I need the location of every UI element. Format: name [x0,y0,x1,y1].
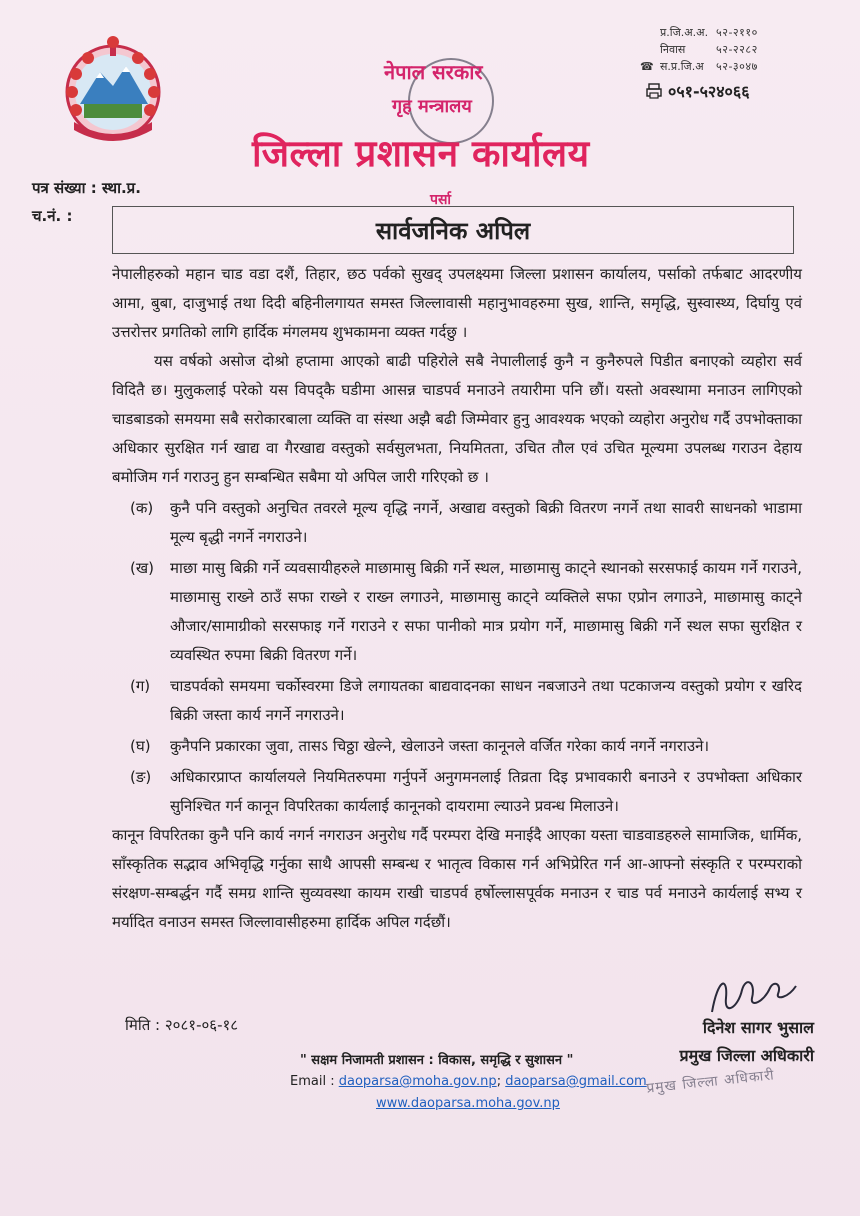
item-marker: (ङ) [130,768,152,786]
signer-block [664,1014,814,1070]
office-name: जिल्ला प्रशासन कार्यालय [252,131,590,175]
signer-name: दिनेश सागर भुसाल [702,1018,814,1037]
contact-value: ५२-२११० [716,26,758,39]
email-separator: ; [496,1074,502,1089]
email-link-1[interactable]: daoparsa@moha.gov.np [338,1074,497,1089]
fax-value: ०५१-५२४०६६ [668,82,750,101]
contact-label: निवास [660,43,686,56]
dispatch-number: च.नं. : [32,207,73,225]
phone-icon: ☎ [640,60,654,73]
website-link[interactable]: www.daoparsa.moha.gov.np [376,1096,560,1111]
contact-row [640,24,840,41]
item-marker: (ग) [130,677,151,695]
list-item [130,732,802,761]
email-link-2[interactable]: daoparsa@gmail.com [505,1074,647,1089]
contact-row [640,58,840,75]
list-item [130,554,802,670]
letter-date: मिति : २०८१-०६-१८ [125,1016,239,1034]
page-title: सार्वजनिक अपिल [375,215,531,245]
paragraph-appeal: यस वर्षको असोज दोश्रो हप्तामा आएको बाढी पहिरोले सबै नेपालीलाई कुनै न कुनैरुपले पिडीत बनाएको व्यहोरा सर्व विदितै छ। मुलुकलाई परेको यस विपद्‌कै घडीमा आसन्न चाडपर्व मनाउने तयारीमा पनि छौं। यस्तो अवस्थामा मनाउन लागिएको चाडबाडको समयमा सबै सरोकारबाला व्यक्ति वा संस्था अझै बढी जिम्मेवार हुनु आवश्यक भएको व्यहोरा अनुरोध गर्दै उपभोक्ताका अधिकार सुरक्षित गर्न खाद्य वा गैरखाद्य वस्तुको सर्वसुलभता, नियमितता, उचित तौल एवं उचित मूल्यमा उपलब्ध गराउन देहाय बमोजिम गर्न गराउनु हुन सम्बन्धित सबैमा यो अपिल जारी गरिएको छ । [112,352,802,486]
list-item [130,672,802,730]
item-marker: (ख) [130,559,154,577]
item-text: माछा मासु बिक्री गर्ने व्यवसायीहरुले माछामासु बिक्री गर्ने स्थल, माछामासु काट्ने स्थानको सरसफाई कायम गर्ने गराउने, माछामासु राख्ने ठाउँ सफा राख्ने र राख्न लगाउने, माछामासु काट्ने व्यक्तिले सफा एप्रोन लगाउने, माछामासु काट्ने औजार/सामाग्रीको सरसफाइ गर्ने गराउने र सफा पानीको मात्र प्रयोग गर्ने, माछामासु बिक्री गर्ने स्थल सफा सुरक्षित र व्यवस्थित रुपमा बिक्री वितरण गर्ने। [170,559,802,664]
reference-number: पत्र संख्या : स्था.प्र. [32,179,141,197]
email-label: Email : [290,1074,335,1089]
contact-label: स.प्र.जि.अ [660,60,704,73]
fax-icon [646,83,662,99]
item-text: अधिकारप्राप्त कार्यालयले नियमितरुपमा गर्नुपर्ने अनुगमनलाई तिव्रता दिइ प्रभावकारी बनाउने र उपभोक्ता अधिकार सुनिश्चित गर्न कानून विपरितका कार्यलाई कानूनको दायरामा ल्याउने प्रवन्ध मिलाउने। [170,768,802,815]
item-marker: (घ) [130,737,151,755]
contact-value: ५२-३०४७ [716,60,758,73]
contact-value: ५२-२२८२ [716,43,758,56]
ministry-name: गृह मन्त्रालय [392,96,472,117]
item-text: कुनैपनि प्रकारका जुवा, तासऽ चिठ्ठा खेल्ने, खेलाउने जस्ता कानूनले वर्जित गरेका कार्य नगर्ने नगराउने। [170,737,710,755]
paragraph-greeting: नेपालीहरुको महान चाड वडा दशैं, तिहार, छठ पर्वको सुखद् उपलक्ष्यमा जिल्ला प्रशासन कार्यालय, पर्साको तर्फबाट आदरणीय आमा, बुबा, दाजुभाई तथा दिदी बहिनीलगायत समस्त जिल्लावासी महानुभावहरुमा सुख, शान्ति, समृद्धि, सुस्वास्थ्य, दिर्घायु एवं उत्तरोत्तर प्रगतिको लागि हार्दिक मंगलमय शुभकामना व्यक्त गर्दछु । [112,265,802,341]
designation-stamp: प्रमुख जिल्ला अधिकारी [645,1067,776,1097]
footer-email [290,1074,647,1089]
title-box [112,206,794,254]
signer-designation: प्रमुख जिल्ला अधिकारी [679,1046,814,1065]
contact-row [640,41,840,58]
item-marker: (क) [130,499,154,517]
contact-numbers [640,24,840,75]
district-name: पर्सा [430,192,452,208]
fax-number [646,80,750,102]
government-name: नेपाल सरकार [384,60,483,84]
paragraph-closing: कानून विपरितका कुनै पनि कार्य नगर्न नगराउन अनुरोध गर्दै परम्परा देखि मनाईदै आएका यस्ता चाडवाडहरुले सामाजिक, धार्मिक, साँस्कृतिक सद्भाव अभिवृद्धि गर्नुका साथै आपसी सम्बन्ध र भातृत्व विकास गर्न अभिप्रेरित गर्न आ-आफ्नो संस्कृति र परम्पराको संरक्षण-सम्बर्द्धन गर्दै समग्र शान्ति सुव्यवस्था कायम राखी चाडपर्व हर्षोल्लासपूर्वक मनाउन र चाड पर्व मनाउने कार्यलाई सभ्य र मर्यादित वनाउन समस्त जिल्लावासीहरुमा हार्दिक अपिल गर्दछौं। [112,826,802,931]
contact-label: प्र.जि.अ.अ. [660,26,709,39]
list-item [130,494,802,552]
item-text: कुनै पनि वस्तुको अनुचित तवरले मूल्य वृद्धि नगर्ने, अखाद्य वस्तुको बिक्री वितरण नगर्ने तथा सावरी साधनको भाडामा मूल्य बृद्धी नगर्ने नगराउने। [170,499,802,546]
list-item [130,763,802,821]
item-text: चाडपर्वको समयमा चर्कोस्वरमा डिजे लगायतका बाद्यवादनका साधन नबजाउने तथा पटकाजन्य वस्तुको प्रयोग र खरिद बिक्री जस्ता कार्य नगर्ने नगराउने। [170,677,802,724]
footer-website [376,1096,560,1111]
footer-motto: " सक्षम निजामती प्रशासन : विकास, समृद्धि र सुशासन " [300,1053,574,1068]
letter-body [112,260,802,937]
nepal-emblem-icon [56,34,170,148]
